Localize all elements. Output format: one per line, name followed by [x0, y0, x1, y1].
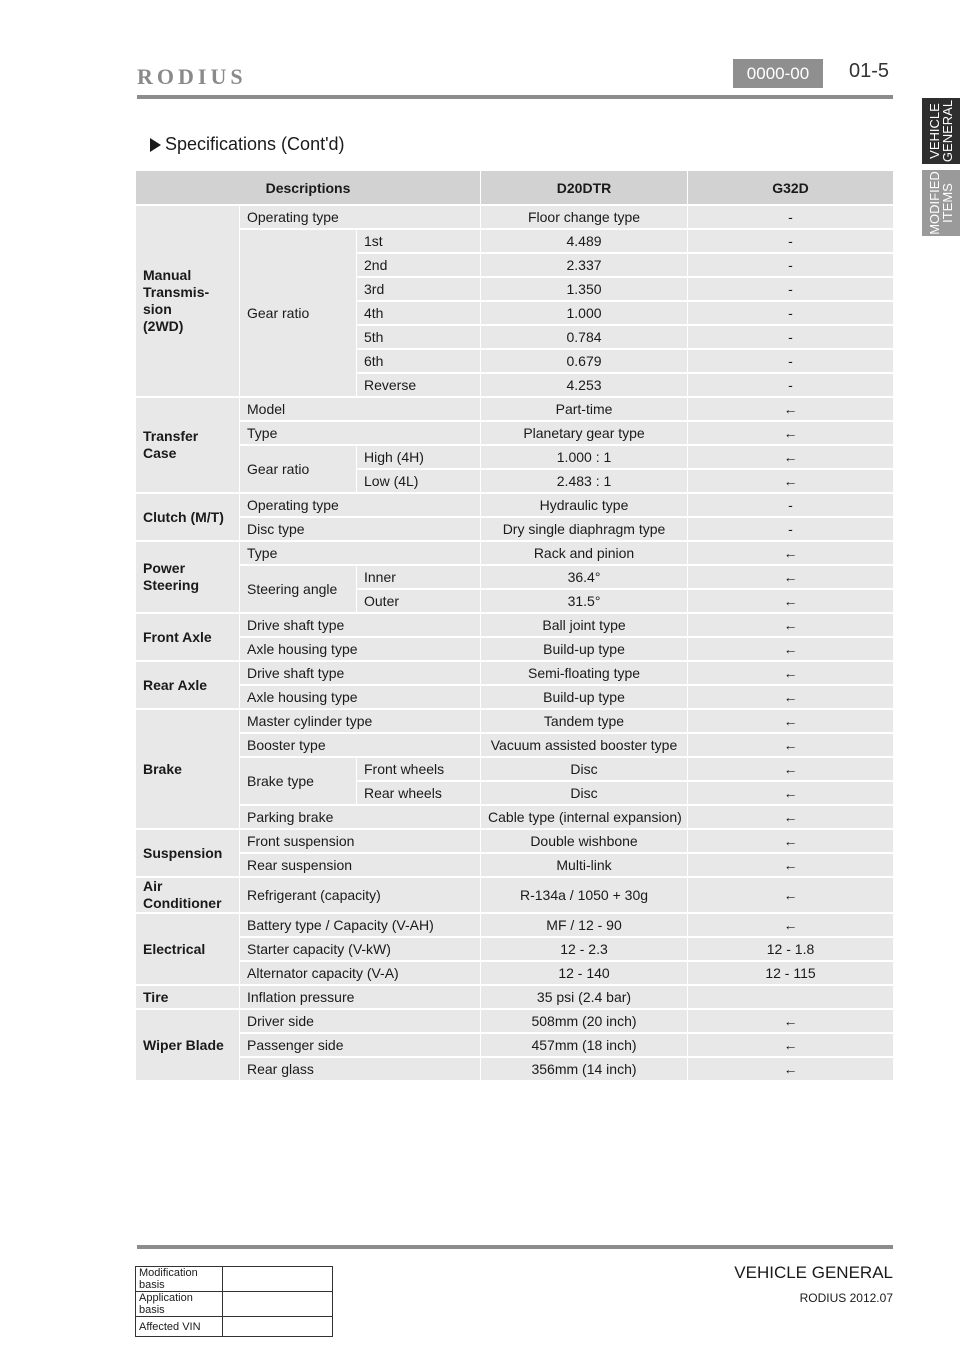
g32d-value: ←	[687, 878, 893, 914]
d20dtr-value: 457mm (18 inch)	[480, 1034, 687, 1058]
table-row	[135, 986, 893, 1010]
section-title	[150, 134, 345, 155]
g32d-value: -	[687, 518, 893, 542]
table-row	[135, 542, 893, 566]
table-row	[135, 230, 893, 254]
g32d-value: -	[687, 326, 893, 350]
sub-item-label: 4th	[356, 302, 480, 326]
table-row	[135, 398, 893, 422]
d20dtr-value: Ball joint type	[480, 614, 687, 638]
table-row	[135, 206, 893, 230]
section-title-text: Specifications (Cont'd)	[165, 134, 345, 154]
table-row	[135, 566, 893, 590]
affected-vin-value	[223, 1317, 333, 1337]
category-cell: Brake	[135, 710, 239, 830]
table-row	[135, 614, 893, 638]
affected-vin-label: Affected VIN	[136, 1317, 223, 1337]
table-row	[135, 734, 893, 758]
footer-title: VEHICLE GENERAL	[734, 1263, 893, 1282]
g32d-value: ←	[687, 686, 893, 710]
footer-subtitle: RODIUS 2012.07	[799, 1291, 893, 1305]
category-cell: Tire	[135, 986, 239, 1010]
g32d-value: ←	[687, 662, 893, 686]
g32d-value: -	[687, 230, 893, 254]
g32d-value: ←	[687, 1010, 893, 1034]
sub-item-label: 3rd	[356, 278, 480, 302]
table-row	[135, 830, 893, 854]
d20dtr-value: Semi-floating type	[480, 662, 687, 686]
sub-item-label: 1st	[356, 230, 480, 254]
table-row	[135, 494, 893, 518]
d20dtr-value: 36.4°	[480, 566, 687, 590]
category-cell: Electrical	[135, 914, 239, 986]
g32d-value: -	[687, 374, 893, 398]
g32d-value: -	[687, 254, 893, 278]
d20dtr-value: 4.489	[480, 230, 687, 254]
item-label: Brake type	[239, 758, 356, 806]
application-basis-label: Application basis	[136, 1292, 223, 1317]
modification-basis-value	[223, 1267, 333, 1292]
d20dtr-value: 1.350	[480, 278, 687, 302]
g32d-value: ←	[687, 638, 893, 662]
g32d-value: ←	[687, 710, 893, 734]
table-row	[135, 1058, 893, 1082]
item-label: Rear glass	[239, 1058, 480, 1082]
item-label: Alternator capacity (V-A)	[239, 962, 480, 986]
d20dtr-value: Multi-link	[480, 854, 687, 878]
g32d-value: ←	[687, 758, 893, 782]
category-cell: Suspension	[135, 830, 239, 878]
d20dtr-value: 0.784	[480, 326, 687, 350]
d20dtr-value: Build-up type	[480, 686, 687, 710]
g32d-value: ←	[687, 422, 893, 446]
category-cell: Manual Transmis- sion (2WD)	[135, 206, 239, 398]
item-label: Operating type	[239, 206, 480, 230]
d20dtr-value: R-134a / 1050 + 30g	[480, 878, 687, 914]
d20dtr-value: 31.5°	[480, 590, 687, 614]
g32d-value: -	[687, 302, 893, 326]
rodius-logo: RODIUS	[137, 64, 247, 89]
tab-modified-items[interactable]	[922, 170, 960, 236]
g32d-value: ←	[687, 830, 893, 854]
category-cell: Wiper Blade	[135, 1010, 239, 1082]
g32d-value	[687, 986, 893, 1010]
table-row	[135, 962, 893, 986]
table-row	[136, 1292, 333, 1317]
category-cell: Rear Axle	[135, 662, 239, 710]
table-row	[135, 518, 893, 542]
g32d-value: ←	[687, 914, 893, 938]
item-label: Passenger side	[239, 1034, 480, 1058]
item-label: Battery type / Capacity (V-AH)	[239, 914, 480, 938]
item-label: Steering angle	[239, 566, 356, 614]
d20dtr-value: Vacuum assisted booster type	[480, 734, 687, 758]
header-d20dtr: D20DTR	[480, 171, 687, 206]
item-label: Disc type	[239, 518, 480, 542]
item-label: Master cylinder type	[239, 710, 480, 734]
item-label: Parking brake	[239, 806, 480, 830]
modification-basis-label: Modification basis	[136, 1267, 223, 1292]
g32d-value: ←	[687, 734, 893, 758]
d20dtr-value: Disc	[480, 782, 687, 806]
item-label: Operating type	[239, 494, 480, 518]
category-cell: Front Axle	[135, 614, 239, 662]
d20dtr-value: Double wishbone	[480, 830, 687, 854]
d20dtr-value: 12 - 140	[480, 962, 687, 986]
tab-modified-items-label: MODIFIED ITEMS	[927, 171, 955, 235]
sub-item-label: 2nd	[356, 254, 480, 278]
category-cell: Clutch (M/T)	[135, 494, 239, 542]
sub-item-label: Reverse	[356, 374, 480, 398]
modification-table	[135, 1266, 333, 1337]
g32d-value: 12 - 115	[687, 962, 893, 986]
table-row	[135, 806, 893, 830]
d20dtr-value: 1.000	[480, 302, 687, 326]
d20dtr-value: 508mm (20 inch)	[480, 1010, 687, 1034]
item-label: Type	[239, 422, 480, 446]
item-label: Gear ratio	[239, 230, 356, 398]
g32d-value: ←	[687, 782, 893, 806]
g32d-value: ←	[687, 1034, 893, 1058]
table-row	[135, 938, 893, 962]
page-number: 01-5	[849, 60, 890, 82]
category-cell: Transfer Case	[135, 398, 239, 494]
table-header-row	[135, 171, 893, 206]
d20dtr-value: 4.253	[480, 374, 687, 398]
header-descriptions: Descriptions	[135, 171, 480, 206]
d20dtr-value: 12 - 2.3	[480, 938, 687, 962]
category-cell: Power Steering	[135, 542, 239, 614]
d20dtr-value: 35 psi (2.4 bar)	[480, 986, 687, 1010]
d20dtr-value: MF / 12 - 90	[480, 914, 687, 938]
item-label: Axle housing type	[239, 638, 480, 662]
sub-item-label: Outer	[356, 590, 480, 614]
table-row	[135, 854, 893, 878]
sub-item-label: Front wheels	[356, 758, 480, 782]
g32d-value: -	[687, 350, 893, 374]
d20dtr-value: Tandem type	[480, 710, 687, 734]
d20dtr-value: Disc	[480, 758, 687, 782]
g32d-value: ←	[687, 590, 893, 614]
table-row	[135, 758, 893, 782]
sub-item-label: 6th	[356, 350, 480, 374]
item-label: Refrigerant (capacity)	[239, 878, 480, 914]
item-label: Axle housing type	[239, 686, 480, 710]
application-basis-value	[223, 1292, 333, 1317]
d20dtr-value: Floor change type	[480, 206, 687, 230]
item-label: Driver side	[239, 1010, 480, 1034]
d20dtr-value: Rack and pinion	[480, 542, 687, 566]
table-row	[136, 1267, 333, 1292]
table-row	[135, 878, 893, 914]
specifications-table	[135, 171, 893, 1082]
table-row	[136, 1317, 333, 1337]
sub-item-label: High (4H)	[356, 446, 480, 470]
table-row	[135, 710, 893, 734]
sub-item-label: Inner	[356, 566, 480, 590]
header-divider	[137, 95, 893, 99]
item-label: Starter capacity (V-kW)	[239, 938, 480, 962]
item-label: Drive shaft type	[239, 662, 480, 686]
item-label: Drive shaft type	[239, 614, 480, 638]
g32d-value: 12 - 1.8	[687, 938, 893, 962]
d20dtr-value: 2.483 : 1	[480, 470, 687, 494]
table-row	[135, 638, 893, 662]
g32d-value: ←	[687, 542, 893, 566]
d20dtr-value: Hydraulic type	[480, 494, 687, 518]
d20dtr-value: 2.337	[480, 254, 687, 278]
code-badge: 0000-00	[733, 59, 823, 88]
g32d-value: ←	[687, 566, 893, 590]
header-g32d: G32D	[687, 171, 893, 206]
d20dtr-value: Cable type (internal expansion)	[480, 806, 687, 830]
footer-divider	[137, 1245, 893, 1249]
item-label: Booster type	[239, 734, 480, 758]
table-row	[135, 662, 893, 686]
tab-vehicle-general-label: VEHICLE GENERAL	[927, 99, 956, 163]
d20dtr-value: 1.000 : 1	[480, 446, 687, 470]
table-row	[135, 914, 893, 938]
item-label: Front suspension	[239, 830, 480, 854]
g32d-value: ←	[687, 806, 893, 830]
sub-item-label: 5th	[356, 326, 480, 350]
d20dtr-value: 0.679	[480, 350, 687, 374]
table-row	[135, 446, 893, 470]
d20dtr-value: Dry single diaphragm type	[480, 518, 687, 542]
g32d-value: ←	[687, 398, 893, 422]
g32d-value: -	[687, 206, 893, 230]
sub-item-label: Low (4L)	[356, 470, 480, 494]
d20dtr-value: Part-time	[480, 398, 687, 422]
category-cell: Air Conditioner	[135, 878, 239, 914]
table-row	[135, 1010, 893, 1034]
d20dtr-value: 356mm (14 inch)	[480, 1058, 687, 1082]
triangle-bullet-icon	[150, 138, 161, 152]
d20dtr-value: Build-up type	[480, 638, 687, 662]
item-label: Model	[239, 398, 480, 422]
item-label: Rear suspension	[239, 854, 480, 878]
table-row	[135, 422, 893, 446]
g32d-value: ←	[687, 446, 893, 470]
g32d-value: ←	[687, 470, 893, 494]
item-label: Type	[239, 542, 480, 566]
g32d-value: ←	[687, 614, 893, 638]
item-label: Gear ratio	[239, 446, 356, 494]
tab-vehicle-general[interactable]	[922, 98, 960, 164]
g32d-value: ←	[687, 1058, 893, 1082]
g32d-value: -	[687, 278, 893, 302]
d20dtr-value: Planetary gear type	[480, 422, 687, 446]
sub-item-label: Rear wheels	[356, 782, 480, 806]
table-row	[135, 1034, 893, 1058]
g32d-value: -	[687, 494, 893, 518]
item-label: Inflation pressure	[239, 986, 480, 1010]
g32d-value: ←	[687, 854, 893, 878]
table-row	[135, 686, 893, 710]
